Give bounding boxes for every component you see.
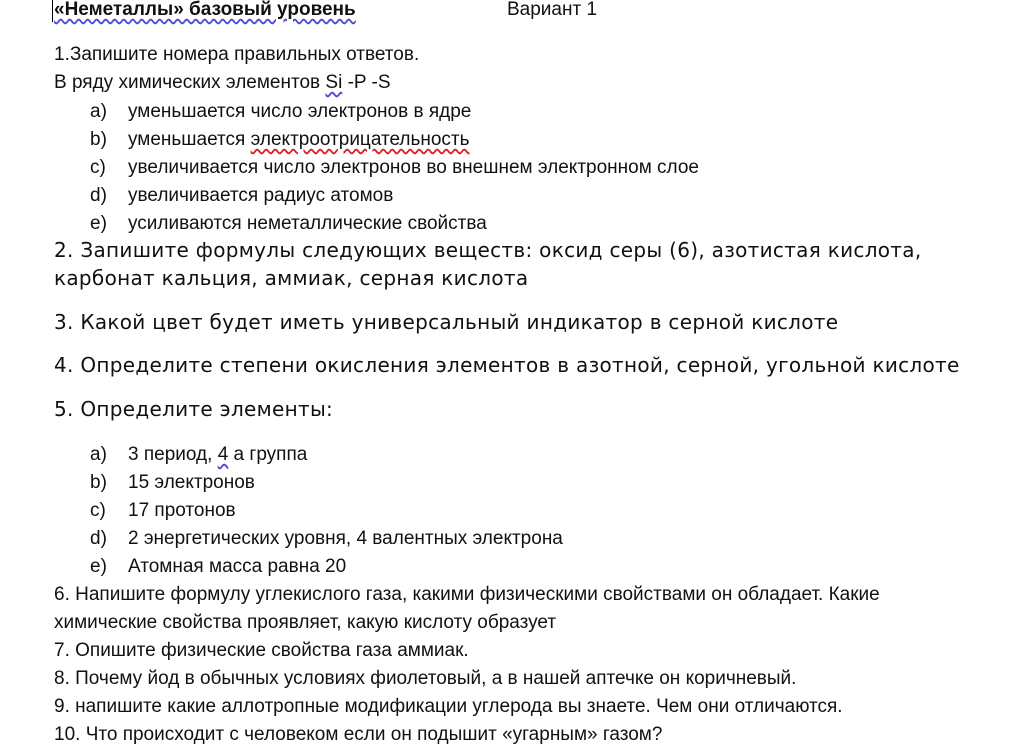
text-cursor — [52, 0, 53, 22]
document-title: «Неметаллы» базовый уровень — [54, 0, 356, 20]
question-2-line-1: 2. Запишите формулы следующих веществ: оксид серы (6), азотистая кислота, — [54, 238, 922, 262]
question-6-line-2: химические свойства проявляет, какую кислоту образует — [54, 612, 557, 633]
group-number: 4 — [217, 444, 229, 465]
question-6-line-1: 6. Напишите формулу углекислого газа, какими физическими свойствами он обладает. Какие — [54, 584, 880, 605]
variant-label: Вариант 1 — [507, 0, 598, 20]
question-8: 8. Почему йод в обычных условиях фиолетовый, а в нашей аптечке он коричневый. — [54, 668, 797, 689]
question-1-title: 1.Запишите номера правильных ответов. — [54, 44, 420, 65]
question-3: 3. Какой цвет будет иметь универсальный индикатор в серной кислоте — [54, 310, 839, 334]
spellcheck-word: электроотрицательность — [250, 129, 470, 150]
question-2-line-2: карбонат кальция, аммиак, серная кислота — [54, 266, 529, 290]
element-si: Si — [325, 72, 343, 93]
question-9: 9. напишите какие аллотропные модификации углерода вы знаете. Чем они отличаются. — [54, 696, 843, 717]
question-5-title: 5. Определите элементы: — [54, 397, 334, 421]
question-7: 7. Опишите физические свойства газа аммиак. — [54, 640, 469, 661]
question-4: 4. Определите степени окисления элементов в азотной, серной, угольной кислоте — [54, 353, 960, 377]
question-1-intro: В ряду химических элементов Si -P -S — [54, 72, 391, 93]
question-10: 10. Что происходит с человеком если он подышит «угарным» газом? — [54, 724, 663, 745]
document-page: «Неметаллы» базовый уровень Вариант 1 1.Запишите номера правильных ответов. В ряду химических элементов Si -P -S a) уменьшается число электронов в ядре b) уменьшается электроотрицательность c) увеличивается число электронов во внешнем электронном слое d) увеличивается радиус атомов e) усиливаются неметаллические свойства 2. Запишите формулы следующих веществ: оксид серы (6), азотистая кислота, карбонат кальция, аммиак, серная кислота 3. Какой цвет будет иметь универсальный индикатор в серной кислоте 4. Определите степени окисления элементов в азотной, серной, угольной кислоте 5. Определите элементы: a) 3 период, 4 а группа b) 15 электронов c) 17 протонов d) 2 энергетических уровня, 4 валентных электрона e) Атомная масса равна 20 6. Напишите формулу углекислого газа, какими физическими свойствами он обладает. Какие химические свойства проявляет, какую кислоту образует 7. Опишите физические свойства газа аммиак. 8. Почему йод в обычных условиях фиолетовый, а в нашей аптечке он коричневый. 9. напишите какие аллотропные модификации углерода вы знаете. Чем они отличаются. 10. Что происходит с человеком если он подышит «угарным» газом? — [54, 0, 960, 745]
